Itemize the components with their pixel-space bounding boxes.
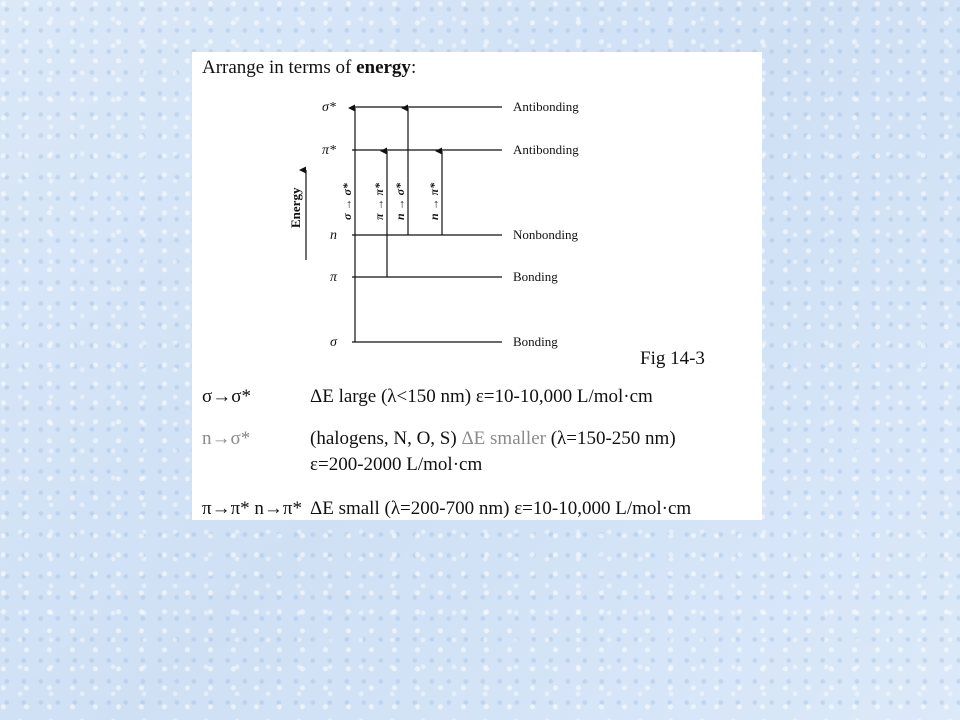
note-symbol: n→σ* (202, 428, 251, 449)
level-label-n: Nonbonding (513, 227, 578, 242)
level-symbol-n: n (330, 228, 337, 243)
level-symbol-pi-star: π* (322, 143, 337, 158)
transition-label-n-sigma-star: n → σ* (393, 182, 407, 220)
content-panel (192, 52, 762, 520)
title-suffix: : (410, 57, 417, 78)
title-prefix: Arrange in terms of (202, 57, 357, 78)
level-symbol-pi: π (330, 270, 338, 285)
level-symbol-sigma-star: σ* (322, 100, 336, 115)
energy-level-diagram (192, 52, 762, 352)
note-symbol: σ→σ* (202, 386, 251, 407)
note-desc-part: (λ=150-250 nm) (545, 428, 676, 449)
title-bold: energy (356, 57, 411, 78)
transition-label-pi-pi-star: π → π* (372, 182, 386, 220)
note-desc-part-grey: ΔE smaller (461, 428, 546, 449)
level-label-sigma: Bonding (513, 334, 558, 349)
level-label-pi-star: Antibonding (513, 142, 579, 157)
transition-label-sigma-sigma-star: σ → σ* (340, 183, 354, 220)
level-label-pi: Bonding (513, 269, 558, 284)
note-description-line2: ε=200-2000 L/mol·cm (310, 454, 483, 475)
note-desc-part: (λ=200-700 nm) ε=10-10,000 L/mol·cm (379, 498, 692, 519)
note-symbol: π→π* n→π* (202, 498, 303, 519)
energy-axis-label: Energy (288, 187, 303, 228)
level-symbol-sigma: σ (330, 335, 337, 350)
note-desc-part: ΔE small (310, 498, 380, 519)
note-description (310, 498, 691, 520)
note-description (310, 428, 676, 450)
level-label-sigma-star: Antibonding (513, 99, 579, 114)
note-desc-part: (halogens, N, O, S) (310, 428, 462, 449)
figure-caption: Fig 14-3 (640, 348, 705, 369)
note-description: ΔE large (λ<150 nm) ε=10-10,000 L/mol·cm (310, 386, 653, 407)
note-row-n-sigma-star-line2 (310, 454, 482, 476)
transition-label-n-pi-star: n → π* (427, 182, 441, 220)
